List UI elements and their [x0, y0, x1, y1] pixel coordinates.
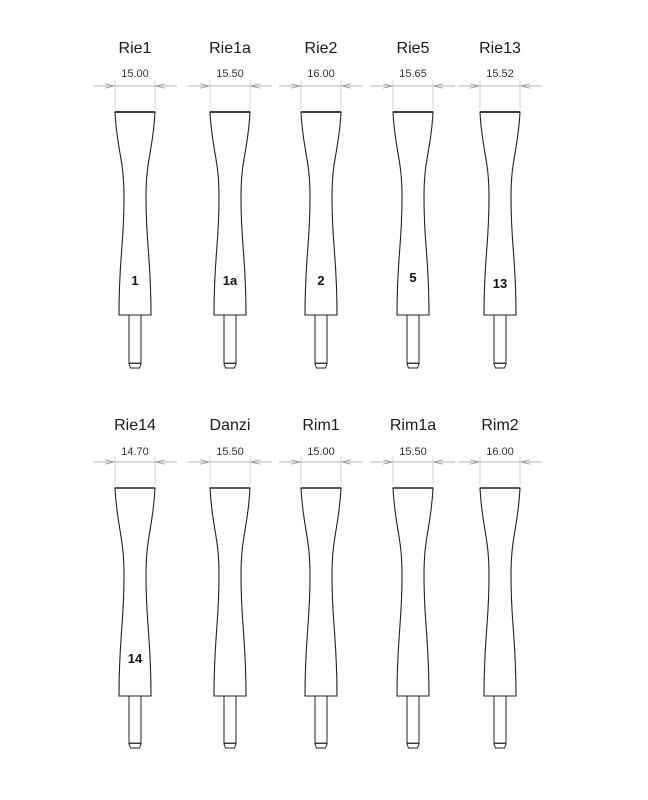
mandrel-number: 2 [317, 273, 325, 288]
mandrel-name: Rie1 [118, 40, 152, 57]
mandrel-tip [224, 315, 236, 364]
mandrel-body [393, 488, 433, 696]
mandrel-tip-end [315, 364, 327, 368]
mandrel-number: 14 [127, 651, 143, 666]
mandrel-name: Rie13 [479, 40, 521, 57]
mandrel-rie1 [93, 40, 177, 368]
mandrel-name: Rie2 [304, 40, 338, 57]
width-dimension: 15.00 [121, 68, 149, 80]
width-dimension: 15.65 [399, 68, 427, 80]
width-dimension: 16.00 [307, 68, 335, 80]
mandrel-rie2 [279, 40, 363, 368]
mandrel-rim2 [458, 417, 542, 748]
mandrel-rim1a [371, 417, 455, 748]
mandrel-name: Rie1a [209, 40, 251, 57]
mandrel-tip [494, 696, 506, 744]
mandrel-tip-end [315, 744, 327, 748]
mandrel-tip-end [129, 744, 141, 748]
mandrel-tip [224, 696, 236, 744]
mandrel-name: Rie14 [114, 417, 156, 434]
mandrel-tip-end [407, 364, 419, 368]
width-dimension: 15.00 [307, 446, 335, 458]
width-dimension: 16.00 [486, 446, 514, 458]
mandrel-body [210, 488, 250, 696]
mandrel-tip-end [494, 744, 506, 748]
mandrel-tip-end [407, 744, 419, 748]
mandrel-rie13 [458, 40, 542, 368]
width-dimension: 15.50 [216, 68, 244, 80]
mandrel-name: Rim1 [302, 417, 340, 434]
mandrel-tip [407, 315, 419, 364]
width-dimension: 14.70 [121, 446, 149, 458]
width-dimension: 15.50 [216, 446, 244, 458]
mandrel-tip [129, 696, 141, 744]
mandrel-body [301, 488, 341, 696]
mandrel-tip [315, 315, 327, 364]
mandrel-number: 1 [131, 273, 139, 288]
mandrel-rim1 [279, 417, 363, 748]
mandrel-name: Rim1a [389, 417, 437, 434]
mandrel-rie14 [93, 417, 177, 748]
width-dimension: 15.50 [399, 446, 427, 458]
mandrel-name: Danzi [209, 417, 251, 434]
mandrel-tip-end [494, 364, 506, 368]
mandrel-rie5 [371, 40, 455, 368]
mandrel-tip-end [129, 364, 141, 368]
mandrel-name: Rie5 [396, 40, 430, 57]
mandrel-number: 13 [492, 276, 508, 291]
mandrel-rie1a [188, 40, 272, 368]
mandrel-number: 1a [222, 273, 238, 288]
mandrel-tip [129, 315, 141, 364]
mandrel-tip-end [224, 364, 236, 368]
mandrel-tip [315, 696, 327, 744]
mandrel-tip [494, 315, 506, 364]
mandrel-number: 5 [409, 270, 417, 285]
mandrel-tip [407, 696, 419, 744]
width-dimension: 15.52 [486, 68, 514, 80]
mandrel-tip-end [224, 744, 236, 748]
mandrel-name: Rim2 [481, 417, 519, 434]
mandrel-body [480, 488, 520, 696]
mandrel-danzi [188, 417, 272, 748]
